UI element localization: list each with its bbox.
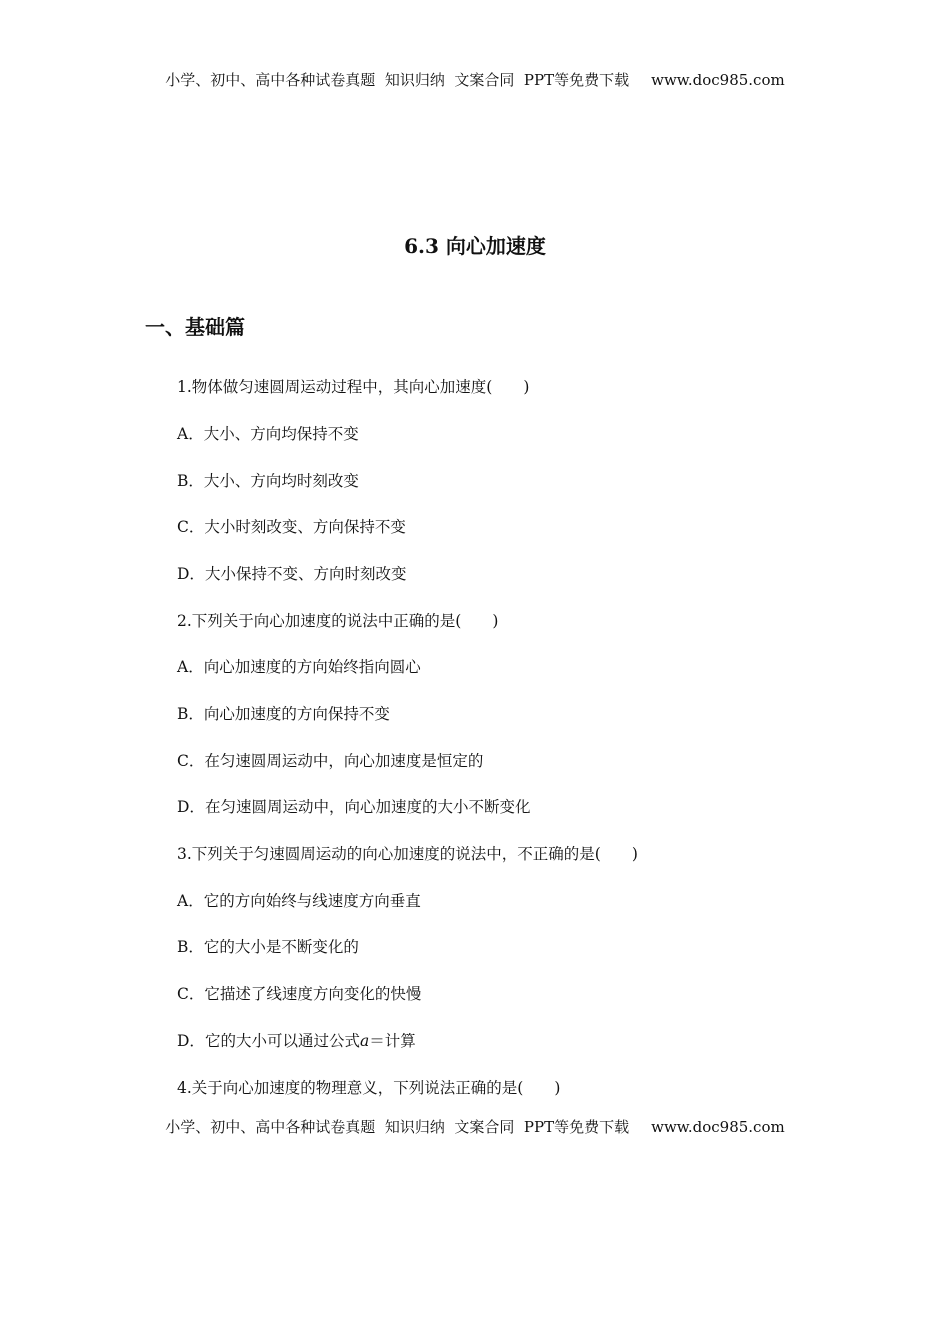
option-text: 在匀速圆周运动中，向心加速度的大小不断变化 <box>204 798 531 816</box>
option-label: C． <box>177 985 205 1003</box>
question-1-option-a <box>177 422 359 444</box>
option-label: A． <box>177 892 204 910</box>
question-2-option-a <box>177 655 421 677</box>
page-title: 6.3 向心加速度 <box>404 234 546 258</box>
option-label: B． <box>177 472 204 490</box>
question-1-stem: 1.物体做匀速圆周运动过程中，其向心加速度( ) <box>177 378 530 396</box>
section-heading: 一、基础篇 <box>145 315 245 339</box>
option-label: C． <box>177 518 205 536</box>
option-label: B． <box>177 705 204 723</box>
option-label: B． <box>177 938 204 956</box>
question-4-stem: 4.关于向心加速度的物理意义，下列说法正确的是( ) <box>177 1079 561 1097</box>
question-1-option-c <box>177 515 406 537</box>
option-text: 大小、方向均保持不变 <box>203 425 359 443</box>
option-text: 在匀速圆周运动中，向心加速度是恒定的 <box>204 752 484 770</box>
footer-url: www.doc985.com <box>651 1118 785 1136</box>
question-3-stem: 3.下列关于匀速圆周运动的向心加速度的说法中，不正确的是( ) <box>177 845 638 863</box>
footer-text: 小学、初中、高中各种试卷真题 知识归纳 文案合同 PPT等免费下载 <box>165 1118 630 1136</box>
header-text: 小学、初中、高中各种试卷真题 知识归纳 文案合同 PPT等免费下载 <box>165 71 630 89</box>
option-label: A． <box>177 425 204 443</box>
option-label: D． <box>177 798 205 816</box>
question-3-option-c <box>177 982 421 1004</box>
option-text: 大小时刻改变、方向保持不变 <box>204 518 406 536</box>
option-text: 它描述了线速度方向变化的快慢 <box>204 985 422 1003</box>
option-text: 它的大小可以通过公式 <box>204 1032 360 1050</box>
option-text: 大小、方向均时刻改变 <box>203 472 359 490</box>
option-text: 向心加速度的方向始终指向圆心 <box>203 658 421 676</box>
option-label: C． <box>177 752 205 770</box>
option-label: D． <box>177 565 205 583</box>
question-2-option-d <box>177 795 530 817</box>
option-label: A． <box>177 658 204 676</box>
option-text: ＝计算 <box>369 1032 416 1050</box>
question-2-option-b <box>177 702 390 724</box>
option-text: 它的大小是不断变化的 <box>203 938 359 956</box>
formula-variable: a <box>359 1032 370 1050</box>
option-text: 大小保持不变、方向时刻改变 <box>204 565 407 583</box>
question-2-option-c <box>177 749 483 771</box>
question-3-option-b <box>177 935 359 957</box>
option-text: 向心加速度的方向保持不变 <box>203 705 390 723</box>
question-2-stem: 2.下列关于向心加速度的说法中正确的是( ) <box>177 612 499 630</box>
page-footer-banner <box>0 1116 950 1137</box>
question-3-option-d <box>177 1029 416 1051</box>
question-1-option-b <box>177 469 359 491</box>
header-url: www.doc985.com <box>651 71 785 89</box>
question-3-option-a <box>177 889 421 911</box>
question-1-option-d <box>177 562 406 584</box>
option-label: D． <box>177 1032 205 1050</box>
option-text: 它的方向始终与线速度方向垂直 <box>203 892 421 910</box>
page-header-banner <box>0 69 950 90</box>
